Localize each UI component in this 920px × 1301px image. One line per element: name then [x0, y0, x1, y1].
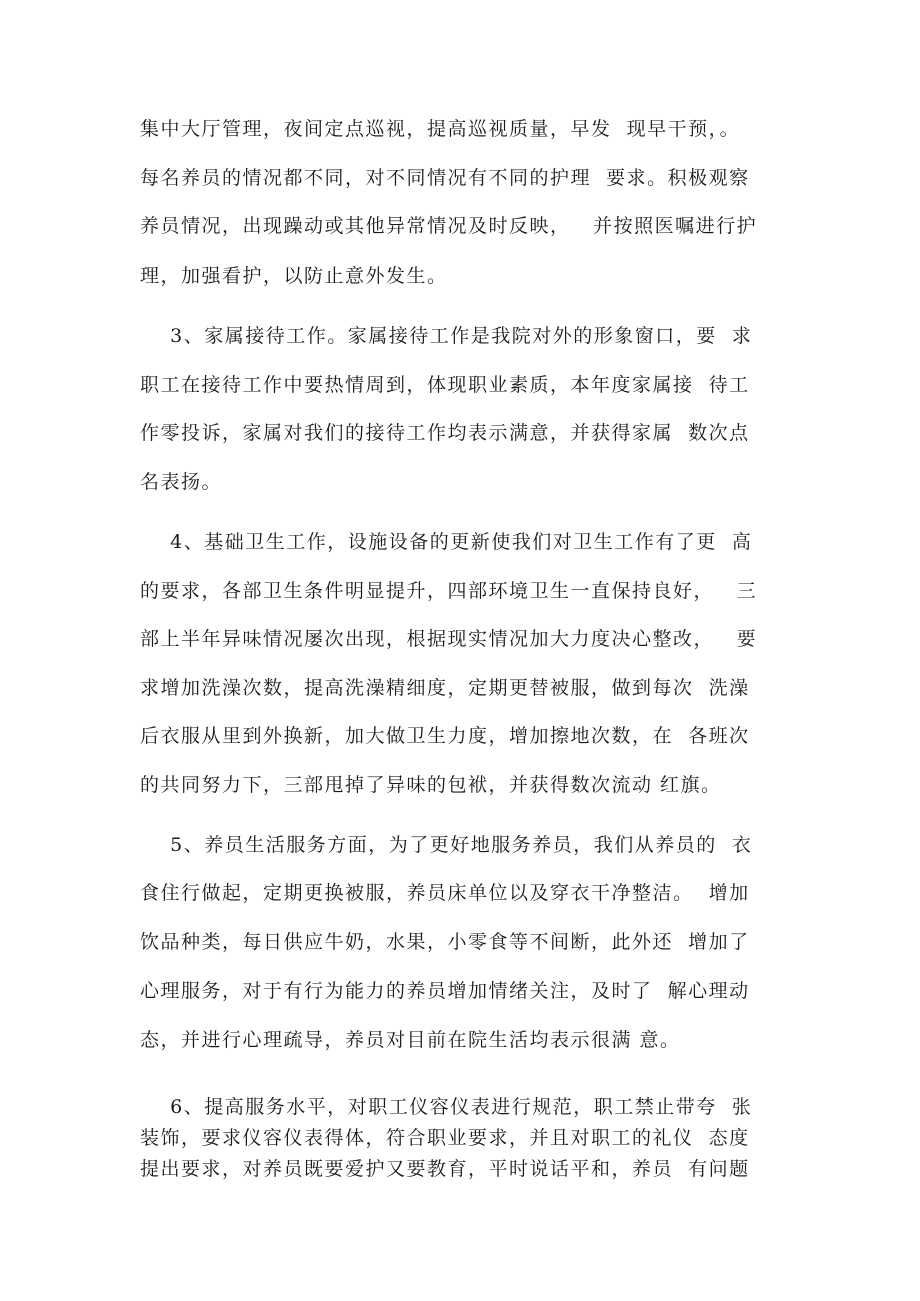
text-line: 5、养员生活服务方面，为了更好地服务养员，我们从养员的 衣: [140, 834, 753, 856]
text-line: 职工在接待工作中要热情周到，体现职业素质，本年度家属接 待工: [140, 374, 750, 396]
text-line: 提出要求，对养员既要爱护又要教育，平时说话平和，养员 有问题: [140, 1158, 750, 1180]
text-line: 的共同努力下，三部甩掉了异味的包袱，并获得数次流动 红旗。: [140, 774, 722, 796]
text-line: 名表扬。: [140, 471, 223, 493]
text-line: 养员情况，出现躁动或其他异常情况及时反映， 并按照医嘱进行护: [140, 215, 758, 237]
text-line: 食住行做起，定期更换被服，养员床单位以及穿衣干净整洁。 增加: [140, 882, 750, 904]
text-line: 部上半年异味情况屡次出现，根据现实情况加大力度决心整改， 要: [140, 628, 758, 650]
text-line: 6、提高服务水平，对职工仪容仪表进行规范，职工禁止带夸 张: [140, 1096, 753, 1118]
text-line: 装饰，要求仪容仪表得体，符合职业要求，并且对职工的礼仪 态度: [140, 1127, 750, 1149]
text-line: 的要求，各部卫生条件明显提升，四部环境卫生一直保持良好， 三: [140, 580, 758, 602]
text-line: 每名养员的情况都不同，对不同情况有不同的护理 要求。积极观察: [140, 167, 750, 189]
text-line: 心理服务，对于有行为能力的养员增加情绪关注，及时了 解心理动: [140, 980, 750, 1002]
text-line: 3、家属接待工作。家属接待工作是我院对外的形象窗口，要 求: [140, 325, 753, 347]
text-line: 作零投诉，家属对我们的接待工作均表示满意，并获得家属 数次点: [140, 422, 750, 444]
text-line: 集中大厅管理，夜间定点巡视，提高巡视质量，早发 现早干预，。: [140, 118, 741, 140]
text-line: 求增加洗澡次数，提高洗澡精细度，定期更替被服，做到每次 洗澡: [140, 677, 750, 699]
text-line: 态，并进行心理疏导，养员对目前在院生活均表示很满 意。: [140, 1029, 681, 1051]
text-line: 后衣服从里到外换新，加大做卫生力度，增加擦地次数，在 各班次: [140, 725, 750, 747]
text-line: 理，加强看护，以防止意外发生。: [140, 265, 448, 287]
text-line: 4、基础卫生工作，设施设备的更新使我们对卫生工作有了更 高: [140, 531, 753, 553]
text-line: 饮品种类，每日供应牛奶，水果，小零食等不间断，此外还 增加了: [140, 931, 750, 953]
